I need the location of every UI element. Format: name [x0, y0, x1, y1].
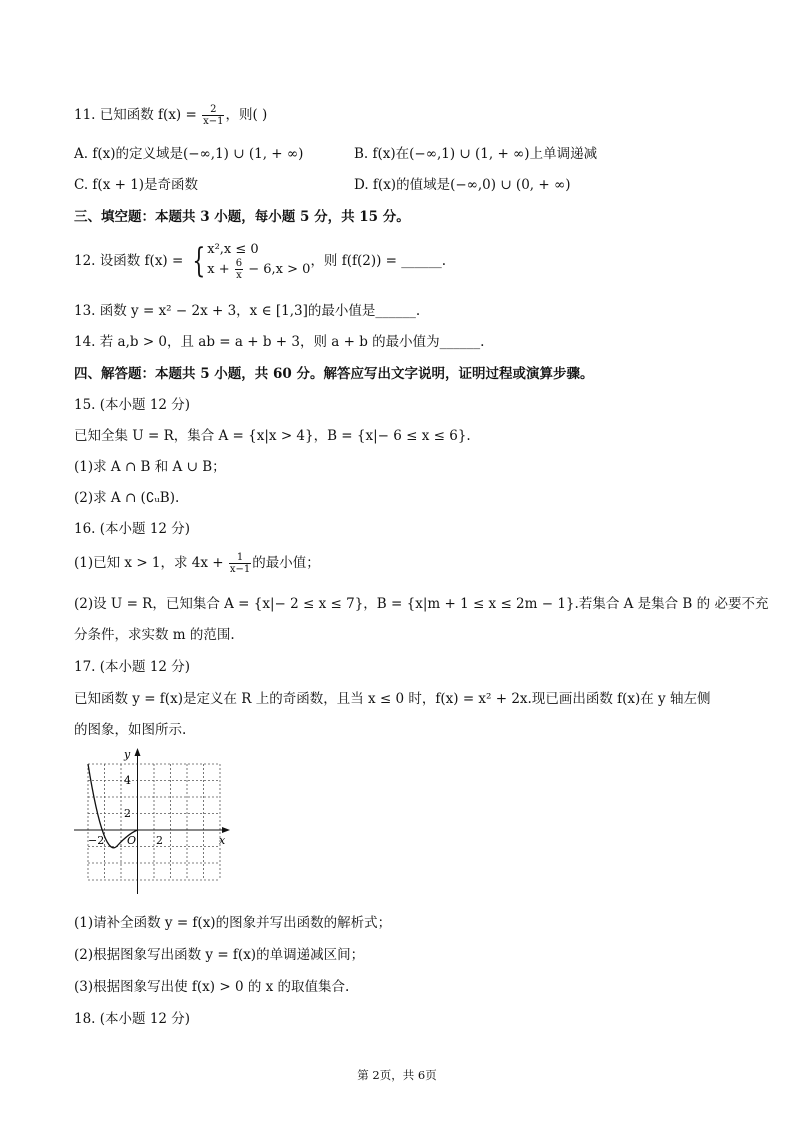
tick-y-2: 2 [124, 807, 131, 820]
q12-brace: { [191, 241, 205, 281]
q11-option-c: C. f(x + 1)是奇函数 [74, 177, 199, 193]
q15-part-1: (1)求 A ∩ B 和 A ∪ B； [74, 459, 226, 475]
tick-x-2: 2 [156, 834, 163, 847]
q15-part-2: (2)求 A ∩ (∁ᵤB). [74, 490, 180, 506]
q12-piecewise [188, 241, 311, 281]
q15-head: 15. (本小题 12 分) [74, 397, 191, 413]
y-axis-label: y [124, 748, 131, 761]
x-axis-arrow-icon [222, 827, 230, 833]
q11-stem-post: ，则( ) [225, 107, 268, 123]
q17-part-1: (1)请补全函数 y = f(x)的图象并写出函数的解析式； [74, 915, 392, 931]
q12-post: ，则 f(f(2)) = ______. [310, 253, 447, 269]
q11-frac-den: x−1 [203, 116, 224, 127]
page-footer: 第 2页，共 6页 [357, 1068, 437, 1082]
q17-function-graph [74, 746, 234, 894]
q17-stem-line-1: 已知函数 y = f(x)是定义在 R 上的奇函数，且当 x ≤ 0 时，f(x) = x² + 2x.现已画出函数 f(x)在 y 轴左侧 [74, 691, 711, 707]
y-axis-arrow-icon [135, 748, 141, 756]
q12-cases [207, 241, 310, 281]
q12-case2-num: 6 [235, 258, 243, 269]
q17-head: 17. (本小题 12 分) [74, 659, 191, 675]
q12-case-2 [207, 258, 310, 281]
section-3-title: 三、填空题：本题共 3 小题，每小题 5 分，共 15 分。 [74, 209, 410, 225]
graph-grid [88, 764, 220, 880]
q12-case2-pre: x + [207, 262, 234, 277]
q18-head: 18. (本小题 12 分) [74, 1011, 191, 1027]
tick-y-4: 4 [124, 774, 131, 787]
q16-frac-den: x−1 [229, 564, 251, 575]
tick-x-neg2: −2 [88, 834, 105, 847]
q15-stem: 已知全集 U = R，集合 A = {x|x > 4}，B = {x|− 6 ≤ x ≤ 6}. [74, 428, 471, 444]
q12-stem [74, 241, 446, 281]
x-axis-label: x [219, 834, 226, 847]
section-4-title: 四、解答题：本题共 5 小题，共 60 分。解答应写出文字说明，证明过程或演算步骤。 [74, 366, 594, 382]
q11-option-a: A. f(x)的定义域是(−∞,1) ∪ (1, + ∞) [74, 146, 304, 162]
q16-frac-num: 1 [229, 552, 251, 564]
q11-option-d: D. f(x)的值域是(−∞,0) ∪ (0, + ∞) [354, 177, 571, 193]
q17-stem-line-2: 的图象，如图所示. [74, 722, 187, 738]
q17-part-3: (3)根据图象写出使 f(x) > 0 的 x 的取值集合. [74, 979, 350, 995]
q16-p1-pre: (1)已知 x > 1，求 4x + [74, 555, 228, 571]
q11-frac-num: 2 [202, 104, 224, 116]
q16-p1-post: 的最小值； [252, 555, 320, 571]
q11-option-b: B. f(x)在(−∞,1) ∪ (1, + ∞)上单调递减 [354, 146, 598, 162]
q12-case2-post: − 6,x > 0 [244, 262, 311, 277]
q12-case-1: x²,x ≤ 0 [207, 242, 259, 257]
origin-label: O [127, 834, 137, 847]
q16-part-2-line-1: (2)设 U = R，已知集合 A = {x|− 2 ≤ x ≤ 7}，B = {x|m + 1 ≤ x ≤ 2m − 1}.若集合 A 是集合 B 的 必要不充 [74, 596, 769, 612]
q11-fraction [202, 104, 224, 127]
q12-case2-den: x [236, 270, 242, 281]
q16-head: 16. (本小题 12 分) [74, 521, 191, 537]
q17-part-2: (2)根据图象写出函数 y = f(x)的单调递减区间； [74, 947, 365, 963]
q14: 14. 若 a,b > 0，且 ab = a + b + 3，则 a + b 的最小值为______. [74, 334, 485, 350]
q11-stem-text: 11. 已知函数 f(x) = [74, 107, 202, 123]
q16-part-1 [74, 552, 320, 575]
q13: 13. 函数 y = x² − 2x + 3，x ∈ [1,3]的最小值是______. [74, 303, 421, 319]
q16-fraction [229, 552, 251, 575]
q16-part-2-line-2: 分条件，求实数 m 的范围. [74, 627, 235, 643]
q12-case2-fraction [235, 258, 243, 281]
q11-stem [74, 104, 267, 127]
q12-pre: 12. 设函数 f(x) = [74, 253, 188, 269]
